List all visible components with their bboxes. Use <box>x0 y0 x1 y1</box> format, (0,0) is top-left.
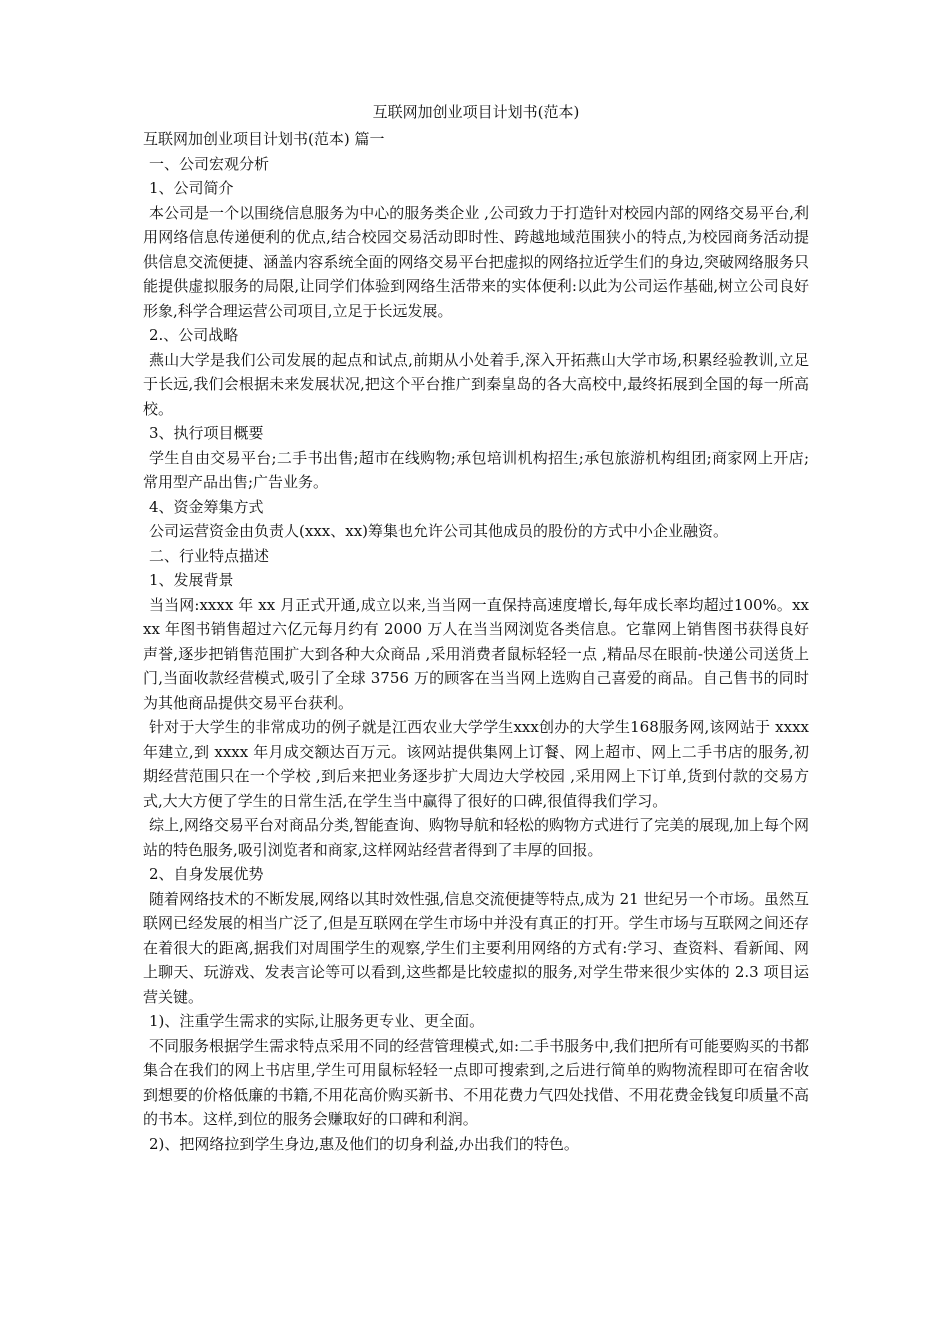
paragraph: 互联网加创业项目计划书(范本) 篇一 <box>143 130 385 148</box>
document-body <box>143 127 809 1156</box>
paragraph: 2)、把网络拉到学生身边,惠及他们的切身利益,办出我们的特色。 <box>149 1134 579 1153</box>
paragraph: 1、公司简介 <box>149 179 234 197</box>
paragraph: 学生自由交易平台;二手书出售;超市在线购物;承包培训机构招生;承包旅游机构组团;商家网上开店;常用型产品出售;广告业务。 <box>143 448 809 491</box>
paragraph: 3、执行项目概要 <box>149 424 264 442</box>
paragraph: 2、自身发展优势 <box>149 865 264 883</box>
document-page <box>143 100 809 1156</box>
paragraph: 针对于大学生的非常成功的例子就是江西农业大学学生xxx创办的大学生168服务网,该网站于 xxxx 年建立,到 xxxx 年月成交额达百万元。该网站提供集网上订餐、网上超市、网上二手书店的服务,初期经营范围只在一个学校 ,到后来把业务逐步扩大周边大学校园 ,采用网上下订单,货到付款的交易方式,大大方便了学生的日常生活,在学生当中赢得了很好的口碑,很值得我们学习。 <box>143 718 809 810</box>
paragraph: 2.、公司战略 <box>149 326 239 344</box>
document-title: 互联网加创业项目计划书(范本) <box>372 103 580 121</box>
paragraph: 不同服务根据学生需求特点采用不同的经营管理模式,如:二手书服务中,我们把所有可能要购买的书都集合在我们的网上书店里,学生可用鼠标轻轻一点即可搜索到,之后进行简单的购物流程即可在宿舍收到想要的价格低廉的书籍,不用花高价购买新书、不用花费力气四处找借、不用花费金钱复印质量不高的书本。这样,到位的服务会赚取好的口碑和利润。 <box>143 1036 809 1128</box>
paragraph: 一、公司宏观分析 <box>149 154 270 173</box>
paragraph: 1、发展背景 <box>149 571 234 589</box>
paragraph: 公司运营资金由负责人(xxx、xx)筹集也允许公司其他成员的股份的方式中小企业融资。 <box>149 522 729 540</box>
paragraph: 燕山大学是我们公司发展的起点和试点,前期从小处着手,深入开拓燕山大学市场,积累经验教训,立足于长远,我们会根据未来发展状况,把这个平台推广到秦皇岛的各大高校中,最终拓展到全国的每一所高校。 <box>143 350 809 418</box>
paragraph: 随着网络技术的不断发展,网络以其时效性强,信息交流便捷等特点,成为 21 世纪另一个市场。虽然互联网已经发展的相当广泛了,但是互联网在学生市场中并没有真正的打开。学生市场与互联网之间还存在着很大的距离,据我们对周围学生的观察,学生们主要利用网络的方式有:学习、查资料、看新闻、网上聊天、玩游戏、发表言论等可以看到,这些都是比较虚拟的服务,对学生带来很少实体的 2.3 项目运营关键。 <box>143 889 809 1006</box>
paragraph: 本公司是一个以围绕信息服务为中心的服务类企业 ,公司致力于打造针对校园内部的网络交易平台,利用网络信息传递便利的优点,结合校园交易活动即时性、跨越地域范围狭小的特点,为校园商务活动提供信息交流便捷、涵盖内容系统全面的网络交易平台把虚拟的网络拉近学生们的身边,突破网络服务只能提供虚拟服务的局限,让同学们体验到网络生活带来的实体便利:以此为公司运作基础,树立公司良好形象,科学合理运营公司项目,立足于长远发展。 <box>143 203 809 320</box>
paragraph: 综上,网络交易平台对商品分类,智能查询、购物导航和轻松的购物方式进行了完美的展现,加上每个网站的特色服务,吸引浏览者和商家,这样网站经营者得到了丰厚的回报。 <box>143 816 809 859</box>
paragraph: 二、行业特点描述 <box>149 546 270 565</box>
paragraph: 1)、注重学生需求的实际,让服务更专业、更全面。 <box>149 1012 485 1030</box>
paragraph: 4、资金筹集方式 <box>149 497 264 516</box>
paragraph: 当当网:xxxx 年 xx 月正式开通,成立以来,当当网一直保持高速度增长,每年成长率均超过100%。xxxx 年图书销售超过六亿元每月约有 2000 万人在当当网浏览各类信息。它靠网上销售图书获得良好声誉,逐步把销售范围扩大到各种大众商品 ,采用消费者鼠标轻轻一点 ,精品尽在眼前-快递公司送货上门,当面收款经营模式,吸引了全球 3756 万的顾客在当当网上选购自己喜爱的商品。自己售书的同时为其他商品提供交易平台获利。 <box>143 595 809 712</box>
